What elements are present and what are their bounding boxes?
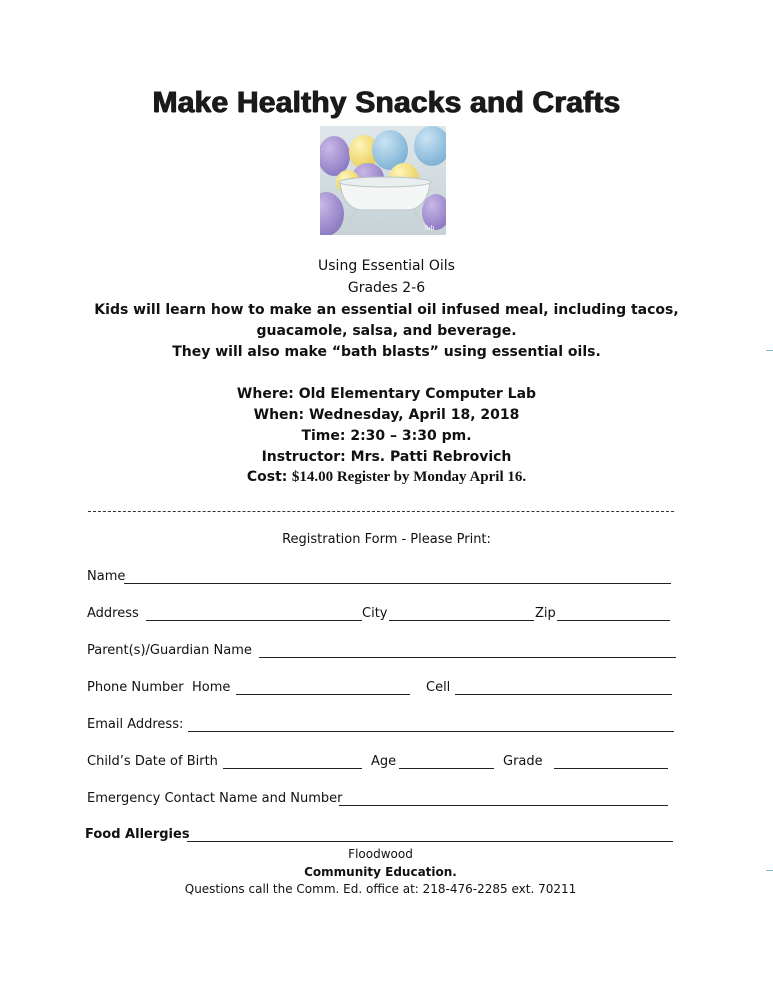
grade-label: Grade (503, 754, 543, 769)
footer-town: Floodwood (348, 847, 413, 861)
footer-contact: Questions call the Comm. Ed. office at: 218-476-2285 ext. 70211 (184, 882, 577, 896)
age-field[interactable] (399, 768, 494, 769)
phone-label: Phone Number (87, 680, 184, 695)
cut-line-divider (88, 511, 674, 512)
scan-edge-mark (766, 870, 773, 871)
name-label: Name (87, 569, 126, 584)
intro-description-2: guacamole, salsa, and beverage. (256, 323, 517, 339)
email-field[interactable] (188, 731, 674, 732)
address-label: Address (87, 606, 139, 621)
age-label: Age (371, 754, 397, 769)
dob-field[interactable] (223, 768, 362, 769)
event-date: When: Wednesday, April 18, 2018 (253, 407, 520, 423)
cost-label: Cost: (246, 469, 288, 485)
registration-form-title: Registration Form - Please Print: (282, 532, 491, 547)
cost-value: $14.00 Register by Monday April 16. (291, 469, 527, 485)
home-phone-label: Home (192, 680, 231, 695)
home-phone-field[interactable] (236, 694, 410, 695)
event-time: Time: 2:30 – 3:30 pm. (301, 428, 472, 444)
city-field[interactable] (389, 620, 534, 621)
cell-phone-label: Cell (426, 680, 451, 695)
email-label: Email Address: (87, 717, 184, 732)
food-allergies-label: Food Allergies (85, 827, 190, 842)
intro-description-3: They will also make “bath blasts” using essential oils. (172, 344, 601, 360)
address-field[interactable] (146, 620, 362, 621)
intro-description-1: Kids will learn how to make an essential oil infused meal, including tacos, (94, 302, 679, 318)
bath-blasts-in-tub-photo-icon (320, 126, 446, 235)
dob-label: Child’s Date of Birth (87, 754, 218, 769)
food-allergies-field[interactable] (187, 841, 673, 842)
emergency-contact-field[interactable] (339, 805, 668, 806)
zip-label: Zip (535, 606, 556, 621)
event-cost (0, 469, 773, 486)
cell-phone-field[interactable] (455, 694, 672, 695)
scan-edge-mark (766, 350, 773, 351)
svg-text:Tub: Tub (424, 225, 435, 232)
guardian-label: Parent(s)/Guardian Name (87, 643, 252, 658)
page-title: Make Healthy Snacks and Crafts (152, 86, 621, 119)
bath-blasts-photo (320, 126, 446, 235)
grade-field[interactable] (554, 768, 668, 769)
emergency-contact-label: Emergency Contact Name and Number (87, 791, 343, 806)
zip-field[interactable] (557, 620, 670, 621)
intro-topic: Using Essential Oils (318, 258, 455, 274)
event-location: Where: Old Elementary Computer Lab (236, 386, 537, 402)
intro-grades: Grades 2-6 (347, 280, 426, 296)
guardian-field[interactable] (259, 657, 676, 658)
footer-org: Community Education. (304, 865, 457, 879)
event-instructor: Instructor: Mrs. Patti Rebrovich (261, 449, 512, 465)
name-field[interactable] (124, 583, 671, 584)
city-label: City (362, 606, 388, 621)
